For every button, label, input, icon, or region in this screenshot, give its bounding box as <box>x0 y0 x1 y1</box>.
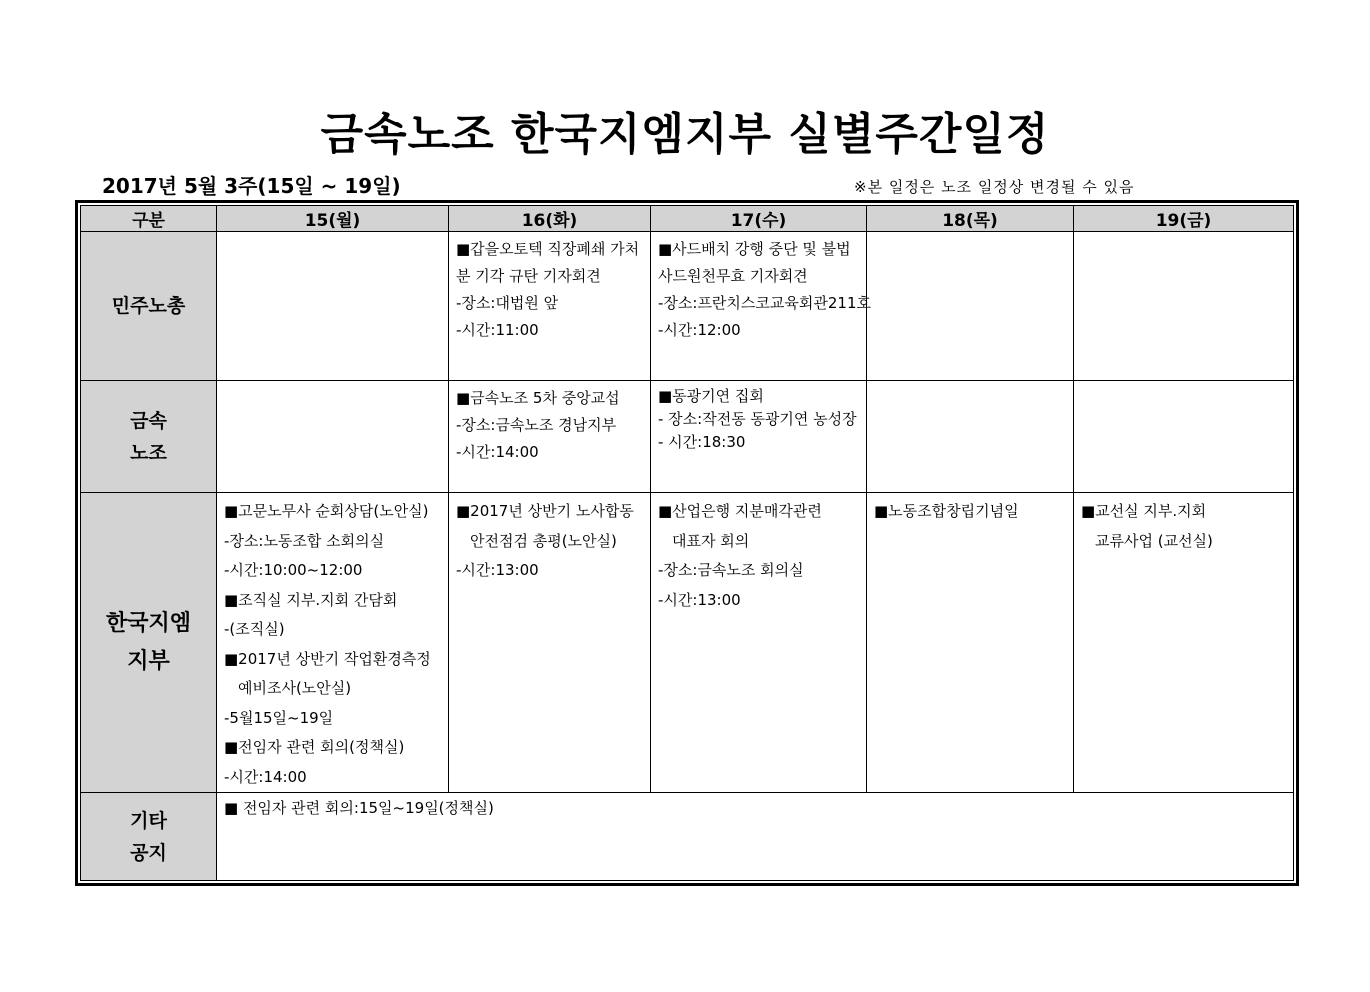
schedule-item: -시간:12:00 <box>658 321 741 339</box>
cell-kctu-mon <box>217 232 449 381</box>
schedule-item: 사드원천무효 기자회견 <box>658 267 808 285</box>
cell-kctu-tue <box>449 232 651 381</box>
schedule-item: -시간:13:00 <box>658 590 741 609</box>
schedule-item: ■노동조합창립기념일 <box>874 502 1019 520</box>
cell-gmk-fri <box>1074 493 1294 793</box>
schedule-item: -시간:14:00 <box>224 767 307 786</box>
schedule-item: ■2017년 상반기 작업환경측정 <box>224 649 431 668</box>
cell-gmk-tue <box>449 493 651 793</box>
header-wed: 17(수) <box>651 206 867 232</box>
category-etc: 기타 공지 <box>81 793 217 881</box>
cell-gmk-mon <box>217 493 449 793</box>
schedule-item: 교류사업 (교선실) <box>1095 531 1213 550</box>
cell-kmwu-fri <box>1074 381 1294 493</box>
schedule-item: -장소:금속노조 회의실 <box>658 561 804 579</box>
cell-gmk-wed <box>651 493 867 793</box>
schedule-item: -(조직실) <box>224 620 285 638</box>
schedule-item: ■2017년 상반기 노사합동 <box>456 502 634 520</box>
schedule-item: - 시간:18:30 <box>658 433 746 451</box>
schedule-item: ■산업은행 지분매각관련 <box>658 502 822 520</box>
schedule-table <box>80 205 1294 881</box>
change-notice: ※본 일정은 노조 일정상 변경될 수 있음 <box>854 178 1135 196</box>
cell-gmk-thu <box>867 493 1074 793</box>
category-kmwu: 금속 노조 <box>81 381 217 493</box>
schedule-item: ■동광기연 집회 <box>658 387 764 405</box>
cell-kctu-fri <box>1074 232 1294 381</box>
schedule-item: ■조직실 지부.지회 간담회 <box>224 590 398 609</box>
schedule-item: ■갑을오토텍 직장폐쇄 가처 <box>456 240 640 258</box>
row-kctu <box>81 232 1294 381</box>
schedule-item: ■전임자 관련 회의(정책실) <box>224 738 405 756</box>
cell-kmwu-wed <box>651 381 867 493</box>
schedule-item: -5월15일~19일 <box>224 708 334 727</box>
schedule-item: 분 기각 규탄 기자회견 <box>456 267 601 285</box>
schedule-item: -장소:노동조합 소회의실 <box>224 531 385 550</box>
schedule-frame <box>75 200 1299 886</box>
page-title: 금속노조 한국지엠지부 실별주간일정 <box>320 109 1050 160</box>
header-mon: 15(월) <box>217 206 449 232</box>
schedule-item: ■사드배치 강행 중단 및 불법 <box>658 240 851 258</box>
category-kctu: 민주노총 <box>81 232 217 381</box>
schedule-item: ■ 전임자 관련 회의:15일~19일(정책실) <box>224 799 494 817</box>
cell-kmwu-tue <box>449 381 651 493</box>
schedule-item: -시간:10:00~12:00 <box>224 561 363 579</box>
header-tue: 16(화) <box>449 206 651 232</box>
schedule-item: ■고문노무사 순회상담(노안실) <box>224 502 429 520</box>
schedule-item: 대표자 회의 <box>672 531 750 550</box>
schedule-item: -시간:11:00 <box>456 321 539 339</box>
schedule-item: ■금속노조 5차 중앙교섭 <box>456 389 620 407</box>
schedule-item: -시간:14:00 <box>456 443 539 461</box>
schedule-item: -장소:금속노조 경남지부 <box>456 416 617 434</box>
header-fri: 19(금) <box>1074 206 1294 232</box>
schedule-item: -시간:13:00 <box>456 561 539 579</box>
schedule-item: 안전점검 총평(노안실) <box>470 531 617 550</box>
week-range: 2017년 5월 3주(15일 ~ 19일) <box>102 174 401 198</box>
row-etc <box>81 793 1294 881</box>
row-gmk <box>81 493 1294 793</box>
header-thu: 18(목) <box>867 206 1074 232</box>
row-kmwu <box>81 381 1294 493</box>
category-gmk: 한국지엠 지부 <box>81 493 217 793</box>
cell-kctu-wed <box>651 232 871 381</box>
cell-etc-notice <box>217 793 1294 881</box>
schedule-item: -장소:대법원 앞 <box>456 294 559 312</box>
header-row <box>81 206 1294 232</box>
header-category: 구분 <box>81 206 217 232</box>
cell-kctu-thu <box>867 232 1074 381</box>
cell-kmwu-mon <box>217 381 449 493</box>
schedule-item: 예비조사(노안실) <box>238 679 352 697</box>
schedule-item: ■교선실 지부.지회 <box>1081 502 1207 520</box>
schedule-item: -장소:프란치스코교육회관211호 <box>658 294 871 312</box>
cell-kmwu-thu <box>867 381 1074 493</box>
schedule-item: - 장소:작전동 동광기연 농성장 <box>658 410 857 428</box>
